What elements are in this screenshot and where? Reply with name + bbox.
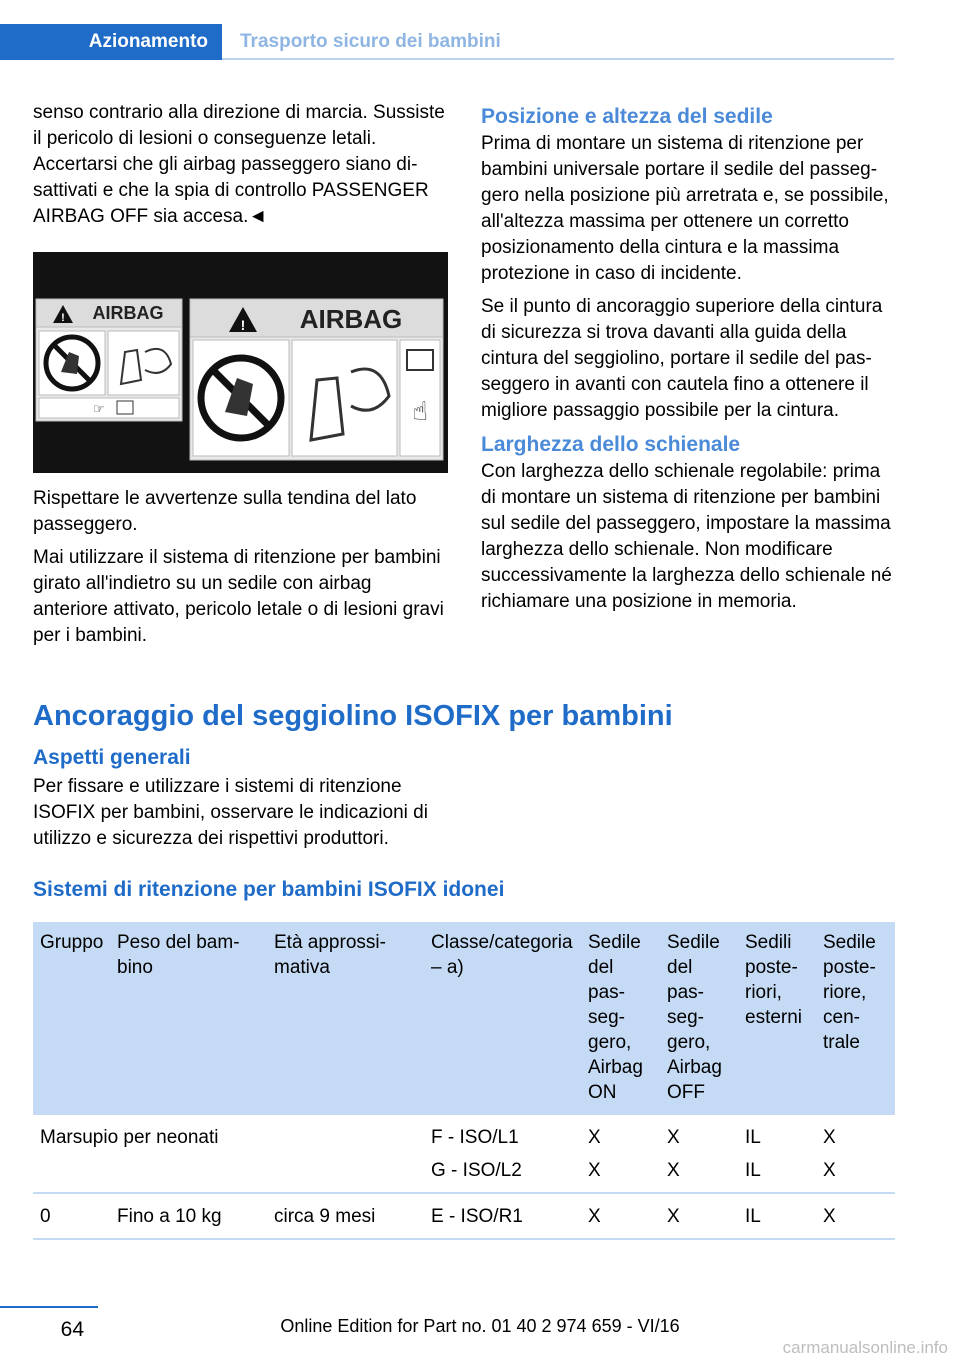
cell-value: X <box>823 1160 836 1181</box>
rear-facing-warning: Mai utilizzare il sistema di ritenzione per bambini girato all'indietro su un sedile con airbag anteriore attivato, pericolo letale o di lesioni gravi per i bambini. <box>33 547 444 646</box>
col-header-age: Età approssimativa <box>267 922 424 1115</box>
col-header-class: Classe/categoria – a) <box>424 922 581 1115</box>
cell-value: X <box>588 1160 601 1181</box>
isofix-systems-heading: Sistemi di ritenzione per bambini ISOFIX idonei <box>33 878 505 901</box>
page-header <box>0 0 960 62</box>
cell-value: IL <box>745 1160 761 1181</box>
warning-paragraph: senso contrario alla direzione di marcia. Sussiste il pericolo di lesioni o conseguenze letali. Accertarsi che gli airbag passeggero siano disattivati e che la spia di controllo PASSENGER AIRBAG OFF sia accesa.◄ <box>33 102 445 227</box>
cell-value: IL <box>745 1127 761 1148</box>
page-number: 64 <box>60 1318 84 1341</box>
svg-text:!: ! <box>240 317 246 333</box>
cell-class-line: G - ISO/L2 <box>431 1160 522 1181</box>
seat-position-paragraph-1: Prima di montare un sistema di ritenzione per bambini universale portare il sedile del passeggero nella posizione più arretrata e, se possibile, all'altezza massima per ottenere un corretto posizionamento della cintura e la massima protezione in caso di incidente. <box>481 133 889 284</box>
cell-airbag-on <box>581 1115 660 1193</box>
cell-age: circa 9 mesi <box>267 1193 424 1239</box>
cell-airbag-off <box>660 1115 738 1193</box>
figure-label-small: AIRBAG <box>92 303 164 323</box>
col-header-group: Gruppo <box>33 922 110 1115</box>
cell-airbag-on: X <box>581 1193 660 1239</box>
section-tab[interactable]: Azionamento <box>0 24 222 60</box>
cell-weight: Fino a 10 kg <box>110 1193 267 1239</box>
chapter-title[interactable]: Trasporto sicuro dei bambini <box>240 31 501 52</box>
col-header-rear-outer: Sedili posteriori, esterni <box>738 922 816 1115</box>
table-row <box>33 1193 895 1239</box>
col-header-passenger-airbag-on: Sedile del passeggero, Airbag ON <box>581 922 660 1115</box>
cell-group: Marsupio per neonati <box>33 1115 424 1193</box>
edition-note: Online Edition for Part no. 01 40 2 974 659 - VI/16 <box>280 1316 680 1336</box>
backrest-width-heading: Larghezza dello schienale <box>481 433 741 456</box>
seat-position-heading: Posizione e altezza del sedile <box>481 105 773 128</box>
cell-airbag-off: X <box>660 1193 738 1239</box>
cell-class <box>424 1115 581 1193</box>
cell-value: X <box>588 1127 601 1148</box>
cell-class: E - ISO/R1 <box>424 1193 581 1239</box>
left-column <box>33 100 449 237</box>
airbag-label-figure <box>33 252 448 473</box>
table-header-row <box>33 922 895 1115</box>
svg-text:☞: ☞ <box>93 402 105 417</box>
cell-rear-outer: IL <box>738 1193 816 1239</box>
table-row <box>33 1115 895 1193</box>
cell-rear-center <box>816 1115 895 1193</box>
cell-rear-outer <box>738 1115 816 1193</box>
col-header-weight: Peso del bambino <box>110 922 267 1115</box>
airbag-warning-labels-image <box>33 252 448 473</box>
cell-value: X <box>667 1127 680 1148</box>
figure-label-large: AIRBAG <box>299 304 403 334</box>
svg-text:!: ! <box>61 312 65 324</box>
general-aspects-paragraph: Per fissare e utilizzare i sistemi di ritenzione ISOFIX per bambini, osservare le indicazioni di utilizzo e sicurezza dei rispettivi produttori. <box>33 776 428 849</box>
col-header-passenger-airbag-off: Sedile del passeggero, Airbag OFF <box>660 922 738 1115</box>
footer-rule <box>0 1306 98 1308</box>
left-column-lower <box>33 486 449 656</box>
backrest-width-paragraph: Con larghezza dello schienale regolabile: prima di montare un sistema di ritenzione per bambini sul sedile del passeggero, impostare la massima larghezza dello schienale. Non modificare successivamente la larghezza dello schienale né richiamare una posizione in memoria. <box>481 461 892 612</box>
general-aspects-heading: Aspetti generali <box>33 746 191 769</box>
col-header-rear-center: Sedile posteriore, centrale <box>816 922 895 1115</box>
right-column <box>481 103 899 622</box>
isofix-table <box>33 922 895 1240</box>
header-rule <box>222 58 894 60</box>
general-aspects <box>33 744 453 852</box>
svg-text:☝: ☝ <box>412 397 428 427</box>
seat-position-paragraph-2: Se il punto di ancoraggio superiore della cintura di sicurezza si trova davanti alla guida della cintura del seggiolino, portare il sedile del passeggero in avanti con cautela fino a ottenere il migliore passaggio possibile per la cintura. <box>481 296 883 421</box>
watermark: carmanualsonline.info <box>782 1338 948 1357</box>
cell-value: X <box>667 1160 680 1181</box>
cell-rear-center: X <box>816 1193 895 1239</box>
cell-value: X <box>823 1127 836 1148</box>
cell-class-line: F - ISO/L1 <box>431 1127 519 1148</box>
isofix-heading: Ancoraggio del seggiolino ISOFIX per bambini <box>33 700 673 732</box>
cell-group: 0 <box>33 1193 110 1239</box>
curtain-notice: Rispettare le avvertenze sulla tendina del lato passeggero. <box>33 488 417 535</box>
